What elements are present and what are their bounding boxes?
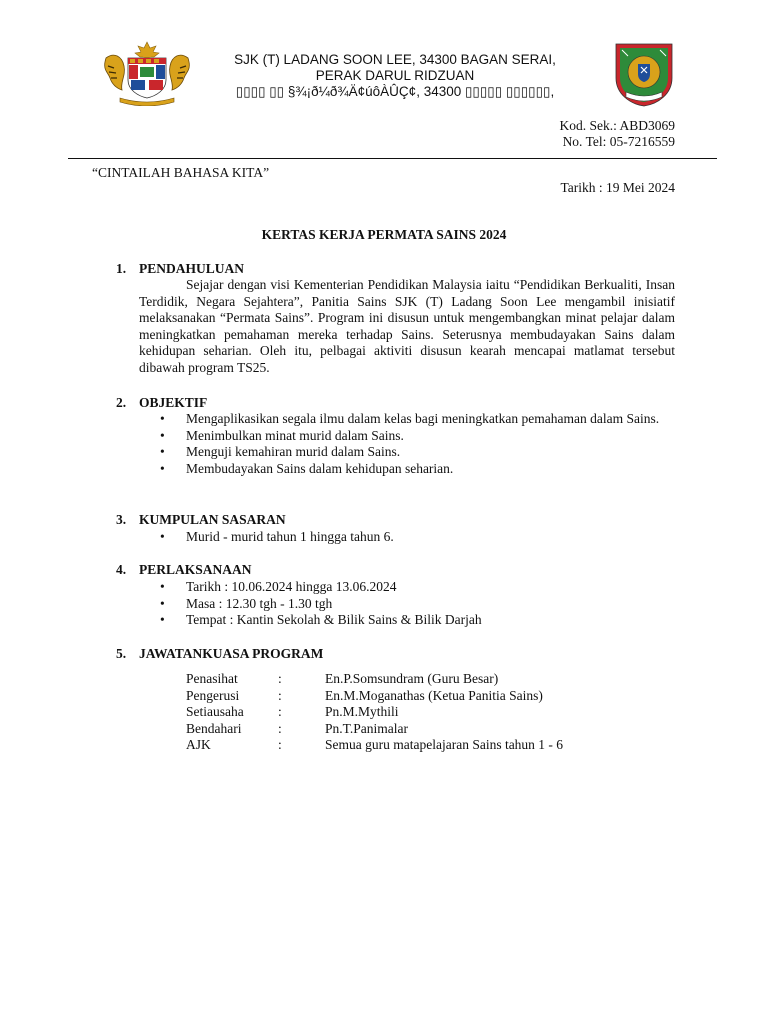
list-item: • Tarikh : 10.06.2024 hingga 13.06.2024: [160, 579, 397, 594]
list-item: • Menguji kemahiran murid dalam Sains.: [160, 444, 401, 460]
section-heading-kumpulan-sasaran: [116, 512, 286, 528]
table-row: [186, 704, 563, 721]
implementation-list: [160, 579, 482, 629]
section-number: 2.: [116, 395, 127, 410]
bullet-icon: •: [160, 595, 165, 611]
separator: :: [278, 687, 282, 703]
list-item: • Mengaplikasikan segala ilmu dalam kelas bagi meningkatkan pemahaman dalam Sains.: [160, 411, 660, 426]
school-phone: No. Tel: 05-7216559: [562, 134, 675, 149]
objective-list: [160, 411, 676, 477]
separator: :: [278, 671, 282, 686]
section-number: 3.: [116, 512, 127, 527]
section-heading-jawatankuasa: [116, 646, 323, 662]
section-number: 1.: [116, 261, 127, 276]
bullet-icon: •: [160, 529, 165, 544]
committee-role: Bendahari: [186, 720, 242, 736]
school-code: Kod. Sek.: ABD3069: [559, 118, 675, 133]
list-item: • Membudayakan Sains dalam kehidupan seharian.: [160, 460, 454, 476]
list-item: • Masa : 12.30 tgh - 1.30 tgh: [160, 595, 333, 611]
bullet-icon: •: [160, 579, 165, 594]
table-row: [186, 671, 563, 688]
section-heading-pendahuluan: [116, 261, 244, 277]
bullet-icon: •: [160, 612, 165, 628]
section-heading-perlaksanaan: [116, 562, 252, 578]
section-number: 5.: [116, 646, 127, 661]
list-item: • Murid - murid tahun 1 hingga tahun 6.: [160, 529, 394, 544]
school-name-line: SJK (T) LADANG SOON LEE, 34300 BAGAN SERAI,: [234, 52, 556, 67]
section-title: PENDAHULUAN: [139, 261, 245, 276]
section-number: 4.: [116, 562, 127, 577]
bullet-icon: •: [160, 411, 165, 426]
section-title: KUMPULAN SASARAN: [139, 512, 286, 527]
school-badge-icon: [612, 40, 676, 108]
committee-member: Pn.M.Mythili: [325, 704, 399, 720]
table-row: [186, 737, 563, 754]
separator: :: [278, 720, 282, 736]
introduction-text: Sejajar dengan visi Kementerian Pendidikan Malaysia iaitu “Pendidikan Berkualiti, Insan Terdidik, Negara Sejahtera”, Panitia Sains SJK (T) Ladang Soon Lee mengambil inisiatif melaksanakan “Permata Sains”. Program ini disusun untuk mengembangkan minat pelajar dalam meningkatkan pemahaman mereka terhadap Sains. Seterusnya membudayakan Sains dalam kehidupan seharian. Oleh itu, pelbagai aktiviti disusun kearah mencapai matlamat tersebut dibawah program TS25.: [139, 277, 675, 375]
separator: :: [278, 737, 282, 753]
school-state-line: PERAK DARUL RIDZUAN: [315, 68, 475, 83]
committee-role: Setiausaha: [186, 704, 244, 720]
target-group-list: [160, 529, 394, 546]
document-date: Tarikh : 19 Mei 2024: [560, 180, 675, 195]
committee-role: Penasihat: [186, 671, 238, 686]
list-item: • Menimbulkan minat murid dalam Sains.: [160, 427, 404, 443]
table-row: [186, 721, 563, 738]
committee-table: [186, 671, 563, 754]
committee-member: En.P.Somsundram (Guru Besar): [325, 671, 499, 686]
section-title: JAWATANKUASA PROGRAM: [139, 646, 324, 661]
motto: “CINTAILAH BAHASA KITA”: [92, 165, 270, 180]
document-title: KERTAS KERJA PERMATA SAINS 2024: [261, 227, 507, 242]
committee-member: Pn.T.Panimalar: [325, 720, 408, 736]
malaysia-coat-of-arms-icon: [100, 40, 194, 106]
committee-member: Semua guru matapelajaran Sains tahun 1 - 6: [325, 737, 564, 753]
section-title: PERLAKSANAAN: [139, 562, 252, 577]
committee-role: AJK: [186, 737, 211, 753]
committee-role: Pengerusi: [186, 687, 240, 703]
school-name-tamil-line: ▯▯▯▯ ▯▯ §¾¡ð¼ð¾Ä¢úôÀÛÇ¢, 34300 ▯▯▯▯▯ ▯▯▯▯▯▯,: [235, 84, 555, 99]
header-divider: [68, 158, 717, 159]
bullet-icon: •: [160, 427, 165, 443]
table-row: [186, 688, 563, 705]
bullet-icon: •: [160, 444, 165, 460]
separator: :: [278, 704, 282, 720]
committee-member: En.M.Moganathas (Ketua Panitia Sains): [325, 687, 543, 703]
bullet-icon: •: [160, 460, 165, 476]
list-item: • Tempat : Kantin Sekolah & Bilik Sains & Bilik Darjah: [160, 612, 482, 628]
section-heading-objektif: [116, 395, 207, 411]
introduction-paragraph: [139, 277, 675, 377]
section-title: OBJEKTIF: [139, 395, 208, 410]
